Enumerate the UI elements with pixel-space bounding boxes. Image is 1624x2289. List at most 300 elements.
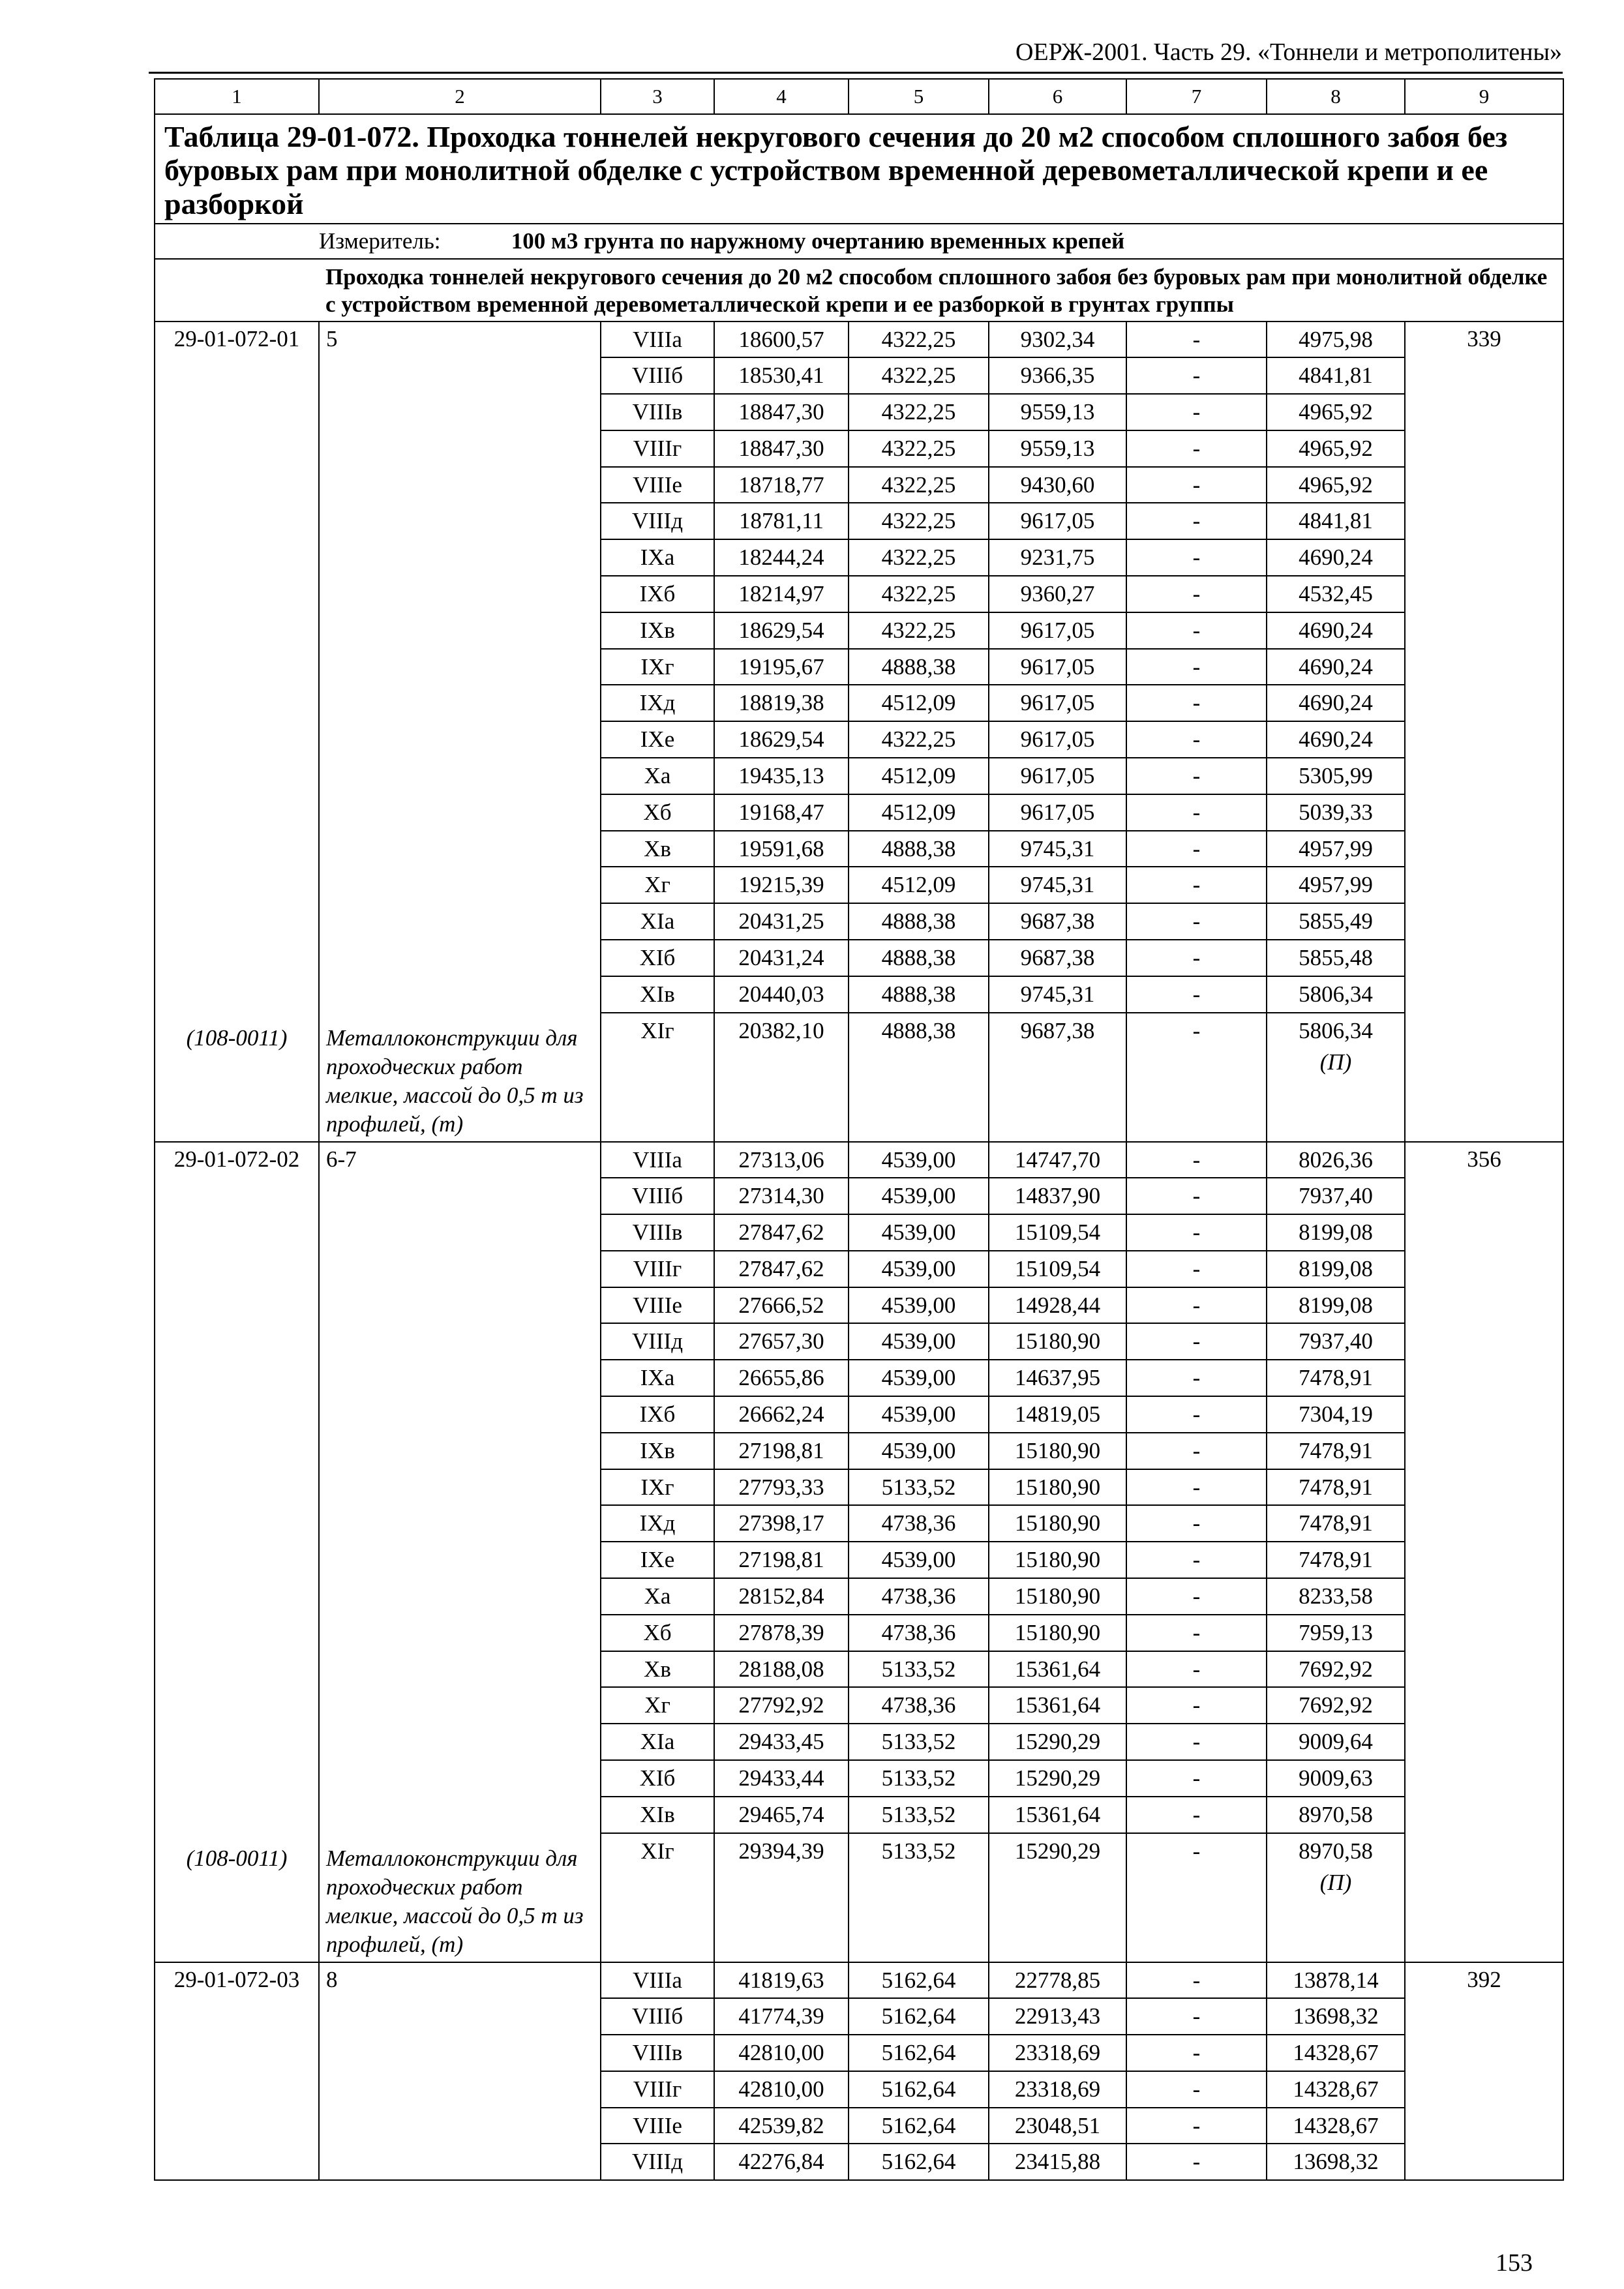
rate-value: 15180,90 [989, 1324, 1126, 1360]
rate-value: 7478,91 [1267, 1542, 1404, 1579]
column-number: 2 [319, 79, 601, 114]
rate-value: - [1127, 1360, 1266, 1397]
soil-subgroup: IXе [601, 722, 714, 758]
rate-value: - [1127, 758, 1266, 795]
rate-value: 27878,39 [715, 1615, 848, 1652]
soil-subgroup: Xг [601, 867, 714, 904]
soil-subgroup: VIIIа [601, 322, 714, 359]
soil-subgroup: IXа [601, 540, 714, 576]
rate-value: 4539,00 [849, 1542, 988, 1579]
rate-value: 4322,25 [849, 431, 988, 468]
rate-value: 9617,05 [989, 795, 1126, 831]
rate-value: 15180,90 [989, 1433, 1126, 1470]
soil-group: 5 [326, 325, 338, 352]
rate-value: 23415,88 [1014, 2149, 1101, 2175]
rate-value: 4841,81 [1267, 358, 1404, 395]
page-number: 153 [1496, 2249, 1533, 2277]
rate-value: - [1127, 1143, 1266, 1179]
rate-value: 27793,33 [715, 1470, 848, 1506]
rate-col9 [1405, 1962, 1563, 2181]
soil-subgroup: VIIIв [601, 2035, 714, 2072]
value-column [989, 322, 1126, 1142]
soil-group: 8 [326, 1966, 338, 1992]
rate-value: 4322,25 [849, 722, 988, 758]
rate-code-cell [155, 1962, 319, 2181]
rate-value: 4690,24 [1267, 650, 1404, 686]
soil-subgroup: IXв [601, 613, 714, 650]
column-number: 5 [849, 79, 989, 114]
rate-value: - [1127, 904, 1266, 940]
rate-value: 4888,38 [881, 1017, 956, 1043]
rate-value: - [1127, 1797, 1266, 1834]
rate-value: - [1127, 395, 1266, 431]
rate-value: 18214,97 [715, 576, 848, 613]
rate-value: 15361,64 [989, 1688, 1126, 1724]
rate-value: - [1127, 722, 1266, 758]
rate-value: 9559,13 [989, 395, 1126, 431]
rate-value: 15180,90 [989, 1542, 1126, 1579]
rate-value: 4322,25 [849, 576, 988, 613]
rate-value: - [1127, 576, 1266, 613]
rate-value: 4957,99 [1267, 867, 1404, 904]
rate-value: 5133,52 [849, 1761, 988, 1797]
rate-value: 23318,69 [989, 2035, 1126, 2072]
soil-subgroup: IXб [601, 576, 714, 613]
value-column [714, 1142, 849, 1962]
rate-value: 18847,30 [715, 431, 848, 468]
rate-value: - [1127, 1999, 1266, 2035]
soil-group-cell [319, 322, 601, 1142]
rate-value: - [1192, 2149, 1201, 2175]
rate-value: 19435,13 [715, 758, 848, 795]
column-number: 1 [155, 79, 319, 114]
rate-value: 4888,38 [849, 904, 988, 940]
rate-value: 4690,24 [1267, 540, 1404, 576]
soil-subgroup: XIг [640, 1838, 674, 1864]
rate-value: 4512,09 [849, 685, 988, 722]
soil-subgroup: Xв [601, 831, 714, 868]
rate-value: 20382,10 [738, 1017, 824, 1043]
column-number: 9 [1405, 79, 1563, 114]
header-rule [149, 72, 1563, 74]
soil-subgroup: Xа [601, 1579, 714, 1615]
rate-value: 4322,25 [849, 540, 988, 576]
rate-value: 7959,13 [1267, 1615, 1404, 1652]
rate-value: 13698,32 [1293, 2149, 1379, 2175]
soil-subgroup: Xа [601, 758, 714, 795]
rate-value: 5162,64 [849, 2035, 988, 2072]
value-column [1267, 1142, 1405, 1962]
rate-col9 [1405, 1142, 1563, 1962]
rate-value: 5133,52 [849, 1652, 988, 1688]
rate-value: - [1192, 1017, 1201, 1043]
rate-value: 29465,74 [715, 1797, 848, 1834]
rate-value: - [1127, 1324, 1266, 1360]
rate-value: 14837,90 [989, 1178, 1126, 1215]
rate-group-row [155, 1142, 1563, 1962]
rate-value: 18718,77 [715, 468, 848, 504]
rate-value: 5162,64 [849, 2108, 988, 2145]
value-column [1267, 1962, 1405, 2181]
soil-subgroup: Xб [601, 1615, 714, 1652]
rate-value: 4512,09 [849, 758, 988, 795]
rate-value: 14328,67 [1267, 2035, 1404, 2072]
rate-value: 4322,25 [849, 503, 988, 540]
rate-value: 5133,52 [881, 1838, 956, 1864]
rate-value: 42276,84 [738, 2149, 824, 2175]
rate-value: 15180,90 [989, 1579, 1126, 1615]
rate-value: 4539,00 [849, 1143, 988, 1179]
rate-value: 15290,29 [989, 1724, 1126, 1761]
rate-value: 5162,64 [849, 1963, 988, 1999]
soil-subgroup: XIв [601, 1797, 714, 1834]
rate-value: 28152,84 [715, 1579, 848, 1615]
rate-value: 4965,92 [1267, 395, 1404, 431]
rate-value: 9009,63 [1267, 1761, 1404, 1797]
column-number: 4 [714, 79, 849, 114]
rate-value: 4322,25 [849, 322, 988, 359]
rate-value: 4322,25 [849, 468, 988, 504]
rate-value: 42810,00 [715, 2072, 848, 2108]
rate-value: - [1127, 650, 1266, 686]
soil-subgroup: VIIIд [601, 1324, 714, 1360]
rate-value: 4539,00 [849, 1251, 988, 1288]
soil-subgroup: Xг [601, 1688, 714, 1724]
resource-code: (108-0011) [186, 1845, 288, 1871]
rate-value: - [1127, 1397, 1266, 1433]
soil-subgroup: XIб [601, 940, 714, 977]
rate-value: 4512,09 [849, 867, 988, 904]
value-column [849, 322, 989, 1142]
rate-value: 15180,90 [989, 1615, 1126, 1652]
rate-group-row [155, 322, 1563, 1142]
rate-value: - [1127, 1615, 1266, 1652]
rate-value: 4539,00 [849, 1360, 988, 1397]
rate-value: 8970,58 [1267, 1797, 1404, 1834]
rate-value: 4975,98 [1267, 322, 1404, 359]
rate-value: 8199,08 [1267, 1288, 1404, 1324]
rate-code: 29-01-072-01 [173, 325, 300, 352]
rate-value: 7937,40 [1267, 1178, 1404, 1215]
rate-value: 9745,31 [989, 977, 1126, 1013]
rate-value: - [1127, 1579, 1266, 1615]
column-number: 7 [1126, 79, 1267, 114]
rate-value: 5162,64 [881, 2149, 956, 2175]
rate-value: 4965,92 [1267, 468, 1404, 504]
soil-subgroup: VIIIг [601, 2072, 714, 2108]
rate-value: 9687,38 [989, 904, 1126, 940]
rate-value: 8026,36 [1267, 1143, 1404, 1179]
rate-value: 26662,24 [715, 1397, 848, 1433]
soil-subgroup: XIа [601, 1724, 714, 1761]
rate-value: 27657,30 [715, 1324, 848, 1360]
rate-value: 4888,38 [849, 977, 988, 1013]
value-column [714, 1962, 849, 2181]
rate-value: 9617,05 [989, 758, 1126, 795]
rate-value: 9617,05 [989, 503, 1126, 540]
soil-subgroup: IXб [601, 1397, 714, 1433]
rates-table [154, 78, 1564, 2181]
rate-value: 42810,00 [715, 2035, 848, 2072]
value-column [989, 1962, 1126, 2181]
rate-value: - [1127, 1288, 1266, 1324]
rate-col9-value: 392 [1467, 1966, 1501, 1992]
rate-value: - [1127, 2108, 1266, 2145]
value-column [601, 322, 714, 1142]
rate-value: - [1127, 2072, 1266, 2108]
value-column [849, 1962, 989, 2181]
soil-group: 6-7 [326, 1146, 357, 1172]
rate-value: 5855,48 [1267, 940, 1404, 977]
column-number: 6 [989, 79, 1126, 114]
meter-value: 100 м3 грунта по наружному очертанию временных крепей [511, 228, 1125, 254]
rate-value: 9687,38 [989, 940, 1126, 977]
rate-value: 20440,03 [715, 977, 848, 1013]
rate-value: 7692,92 [1267, 1688, 1404, 1724]
resource-unit-mark: (П) [1319, 1870, 1352, 1896]
rate-value: - [1127, 1688, 1266, 1724]
rate-value: - [1127, 1251, 1266, 1288]
rate-value: - [1127, 795, 1266, 831]
rate-value: 27847,62 [715, 1215, 848, 1251]
rate-value: 9366,35 [989, 358, 1126, 395]
rate-value: 4738,36 [849, 1688, 988, 1724]
value-column [1126, 322, 1267, 1142]
soil-subgroup: XIа [601, 904, 714, 940]
meter-label: Измеритель: [319, 228, 441, 254]
rate-value: 42539,82 [715, 2108, 848, 2145]
rate-value: - [1127, 431, 1266, 468]
value-column [714, 322, 849, 1142]
rate-value: - [1127, 1433, 1266, 1470]
rate-value: 4539,00 [849, 1397, 988, 1433]
rate-value: - [1127, 867, 1266, 904]
rate-code-cell [155, 322, 319, 1142]
rate-value: 18530,41 [715, 358, 848, 395]
soil-subgroup: VIIIа [601, 1963, 714, 1999]
rate-value: 4322,25 [849, 395, 988, 431]
column-number-row [155, 79, 1563, 114]
rate-value: 15361,64 [989, 1797, 1126, 1834]
soil-subgroup: VIIIд [631, 2149, 684, 2175]
rate-value: - [1127, 685, 1266, 722]
rate-value: 4738,36 [849, 1506, 988, 1542]
rate-value: 15180,90 [989, 1470, 1126, 1506]
rate-value: 4539,00 [849, 1433, 988, 1470]
resource-code: (108-0011) [186, 1025, 288, 1051]
rate-value: 7304,19 [1267, 1397, 1404, 1433]
rate-value: 22778,85 [989, 1963, 1126, 1999]
resource-name: Металлоконструкции для проходческих работ мелкие, массой до 0,5 т из профилей, (т) [326, 1845, 584, 1957]
rate-value: 4888,38 [849, 831, 988, 868]
soil-subgroup: VIIIе [601, 1288, 714, 1324]
soil-subgroup: IXд [601, 1506, 714, 1542]
rate-value: 19215,39 [715, 867, 848, 904]
rate-value: 4888,38 [849, 940, 988, 977]
rate-value: 8199,08 [1267, 1215, 1404, 1251]
meter-row [155, 224, 1563, 259]
rate-value: 4512,09 [849, 795, 988, 831]
rate-value: 4841,81 [1267, 503, 1404, 540]
rate-value: - [1127, 613, 1266, 650]
rate-value: 4690,24 [1267, 613, 1404, 650]
rate-value: 13878,14 [1267, 1963, 1404, 1999]
soil-subgroup: XIб [601, 1761, 714, 1797]
rate-value: 41819,63 [715, 1963, 848, 1999]
rate-value: 7478,91 [1267, 1433, 1404, 1470]
rate-value: 27314,30 [715, 1178, 848, 1215]
value-column [1126, 1962, 1267, 2181]
rate-value: 9617,05 [989, 685, 1126, 722]
rate-value: 4957,99 [1267, 831, 1404, 868]
rate-value: - [1127, 468, 1266, 504]
soil-subgroup: VIIIг [601, 1251, 714, 1288]
rate-value: - [1127, 1761, 1266, 1797]
rate-value: 4888,38 [849, 650, 988, 686]
rate-value: 15290,29 [989, 1761, 1126, 1797]
rate-value: 23318,69 [989, 2072, 1126, 2108]
value-column [849, 1142, 989, 1962]
rate-value: 5133,52 [849, 1724, 988, 1761]
rate-group-row [155, 1962, 1563, 2181]
rate-value: 5162,64 [849, 2072, 988, 2108]
table-title-row [155, 114, 1563, 224]
rate-value: - [1127, 503, 1266, 540]
rate-value: 29433,44 [715, 1761, 848, 1797]
rate-value: - [1127, 831, 1266, 868]
rate-value: 9617,05 [989, 613, 1126, 650]
rate-value: 14747,70 [989, 1143, 1126, 1179]
rate-value: 4539,00 [849, 1215, 988, 1251]
rate-col9-value: 339 [1467, 325, 1501, 352]
rate-value: 7692,92 [1267, 1652, 1404, 1688]
rate-value: 14328,67 [1267, 2072, 1404, 2108]
soil-subgroup: VIIIб [601, 1999, 714, 2035]
value-column [989, 1142, 1126, 1962]
rate-value: 13698,32 [1267, 1999, 1404, 2035]
soil-subgroup: VIIIв [601, 1215, 714, 1251]
rate-value: 9559,13 [989, 431, 1126, 468]
rate-value: 18781,11 [715, 503, 848, 540]
soil-subgroup: VIIIе [601, 468, 714, 504]
soil-subgroup: VIIIб [601, 358, 714, 395]
rate-value: 9687,38 [1020, 1017, 1095, 1043]
rate-value: - [1127, 1215, 1266, 1251]
rate-value: 18244,24 [715, 540, 848, 576]
rate-value: 27198,81 [715, 1433, 848, 1470]
value-column [601, 1142, 714, 1962]
rate-value: 18847,30 [715, 395, 848, 431]
rate-value: 22913,43 [989, 1999, 1126, 2035]
soil-group-cell [319, 1962, 601, 2181]
rate-value: 7937,40 [1267, 1324, 1404, 1360]
rate-value: 19195,67 [715, 650, 848, 686]
rate-value: 4322,25 [849, 613, 988, 650]
rate-value: 9617,05 [989, 650, 1126, 686]
soil-subgroup: VIIIе [601, 2108, 714, 2145]
rate-value: - [1127, 2035, 1266, 2072]
rate-value: 8970,58 [1299, 1838, 1373, 1864]
rate-value: 29394,39 [738, 1838, 824, 1864]
rate-value: - [1127, 1724, 1266, 1761]
soil-subgroup: IXа [601, 1360, 714, 1397]
soil-subgroup: Xб [601, 795, 714, 831]
rate-value: - [1127, 940, 1266, 977]
rate-value: 29433,45 [715, 1724, 848, 1761]
rate-value: 28188,08 [715, 1652, 848, 1688]
rate-value: 4690,24 [1267, 722, 1404, 758]
soil-subgroup: VIIIд [601, 503, 714, 540]
rate-value: 18629,54 [715, 722, 848, 758]
rate-value: 14819,05 [989, 1397, 1126, 1433]
soil-subgroup: VIIIа [601, 1143, 714, 1179]
rate-value: 4539,00 [849, 1324, 988, 1360]
rate-value: 9009,64 [1267, 1724, 1404, 1761]
rate-value: 41774,39 [715, 1999, 848, 2035]
table-title: Таблица 29-01-072. Проходка тоннелей некругового сечения до 20 м2 способом сплошного забоя без буровых рам при монолитной обделке с устройством временной деревометаллической крепи и ее разборкой [155, 114, 1563, 224]
rate-value: 5806,34 [1267, 977, 1404, 1013]
rate-value: 15109,54 [989, 1215, 1126, 1251]
value-column [1267, 322, 1405, 1142]
soil-subgroup: VIIIб [601, 1178, 714, 1215]
rate-value: 5133,52 [849, 1470, 988, 1506]
rate-code: 29-01-072-03 [173, 1966, 300, 1992]
value-column [1126, 1142, 1267, 1962]
rate-value: 9430,60 [989, 468, 1126, 504]
rate-value: 8233,58 [1267, 1579, 1404, 1615]
rate-value: 15290,29 [1014, 1838, 1101, 1864]
rate-value: 4532,45 [1267, 576, 1404, 613]
rate-value: 4539,00 [849, 1288, 988, 1324]
rate-value: 7478,91 [1267, 1360, 1404, 1397]
rate-value: - [1127, 1963, 1266, 1999]
rate-value: 27313,06 [715, 1143, 848, 1179]
soil-subgroup: XIв [601, 977, 714, 1013]
rate-value: 9231,75 [989, 540, 1126, 576]
rate-value: - [1127, 1542, 1266, 1579]
rate-code-cell [155, 1142, 319, 1962]
soil-subgroup: Xв [601, 1652, 714, 1688]
soil-subgroup: VIIIв [601, 395, 714, 431]
rate-value: - [1127, 1470, 1266, 1506]
rate-value: 14328,67 [1267, 2108, 1404, 2145]
soil-subgroup: IXе [601, 1542, 714, 1579]
rate-value: 20431,24 [715, 940, 848, 977]
soil-subgroup: VIIIг [601, 431, 714, 468]
value-column [601, 1962, 714, 2181]
rate-value: 5039,33 [1267, 795, 1404, 831]
rate-value: 27198,81 [715, 1542, 848, 1579]
rate-value: 14637,95 [989, 1360, 1126, 1397]
rate-col9 [1405, 322, 1563, 1142]
rate-value: - [1127, 977, 1266, 1013]
rate-value: 18600,57 [715, 322, 848, 359]
rate-value: 8199,08 [1267, 1251, 1404, 1288]
rate-value: 18629,54 [715, 613, 848, 650]
rate-value: 9745,31 [989, 831, 1126, 868]
column-number: 8 [1267, 79, 1405, 114]
rate-value: 18819,38 [715, 685, 848, 722]
rate-col9-value: 356 [1467, 1146, 1501, 1172]
rate-value: 26655,86 [715, 1360, 848, 1397]
rate-value: 19168,47 [715, 795, 848, 831]
rate-value: 4690,24 [1267, 685, 1404, 722]
rate-value: 7478,91 [1267, 1470, 1404, 1506]
rate-value: - [1127, 1506, 1266, 1542]
rate-value: - [1127, 322, 1266, 359]
rate-value: 9745,31 [989, 867, 1126, 904]
rate-value: 27792,92 [715, 1688, 848, 1724]
